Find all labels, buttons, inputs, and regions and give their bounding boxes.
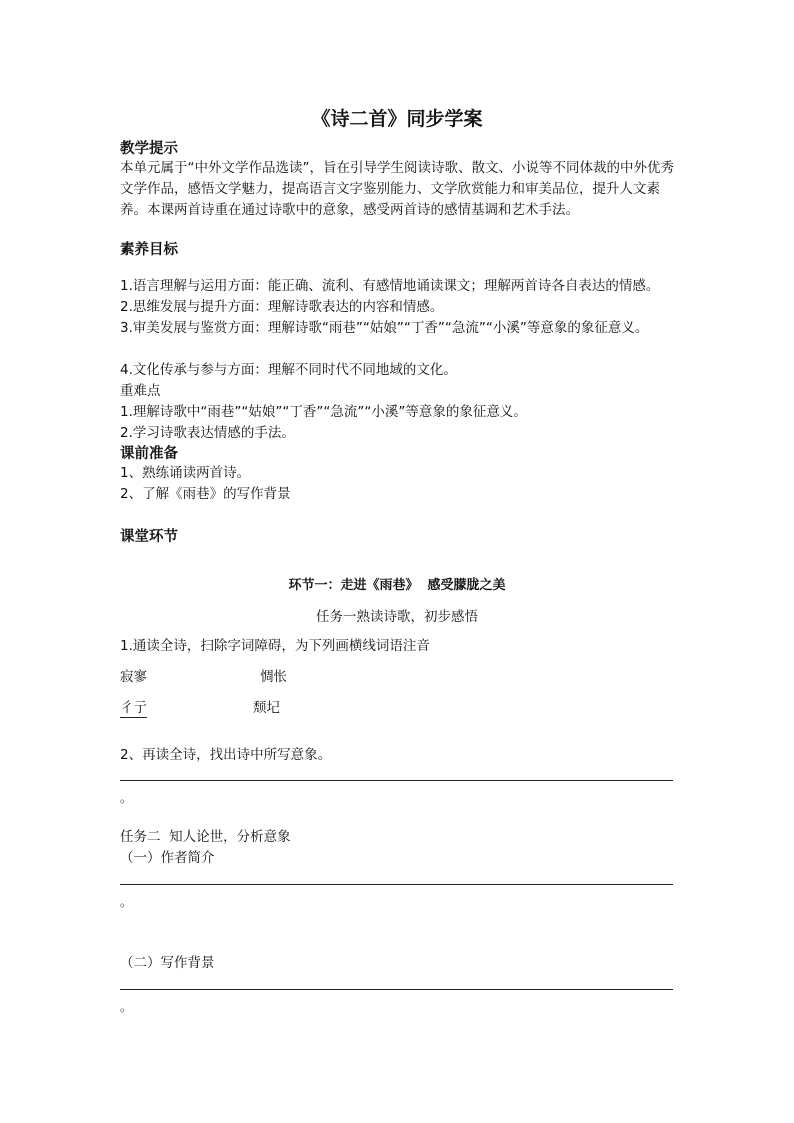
question-2: 2、再读全诗，找出诗中所写意象。 xyxy=(120,747,332,763)
word-3-wrap xyxy=(120,698,147,719)
goal-item-2: 2.思维发展与提升方面：理解诗歌表达的内容和情感。 xyxy=(120,299,444,315)
page-title: 《诗二首》同步学案 xyxy=(311,108,483,130)
end-mark-1: 。 xyxy=(120,791,133,805)
answer-line-3[interactable] xyxy=(120,989,673,990)
word-3: 彳亍 xyxy=(120,700,147,716)
teaching-tips-heading: 教学提示 xyxy=(120,141,178,157)
word-1: 寂寥 xyxy=(120,669,147,685)
key-points-heading: 重难点 xyxy=(120,383,161,399)
background-heading: （二）写作背景 xyxy=(120,955,215,971)
author-intro-heading: （一）作者简介 xyxy=(120,850,215,866)
goal-item-4: 4.文化传承与参与方面：理解不同时代不同地域的文化。 xyxy=(120,362,457,378)
goals-heading: 素养目标 xyxy=(120,242,178,258)
end-mark-3: 。 xyxy=(120,1000,133,1014)
key-point-2: 2.学习诗歌表达情感的手法。 xyxy=(120,425,295,441)
question-1: 1.通读全诗，扫除字词障碍，为下列画横线词语注音 xyxy=(120,638,430,654)
preparation-heading: 课前准备 xyxy=(120,446,178,462)
task-2-title: 任务二 知人论世，分析意象 xyxy=(120,829,291,845)
key-point-1: 1.理解诗歌中“雨巷”“姑娘”“丁香”“急流”“小溪”等意象的象征意义。 xyxy=(120,404,527,420)
preparation-item-1: 1、熟练诵读两首诗。 xyxy=(120,465,251,481)
word-4: 颓圮 xyxy=(253,700,280,716)
goal-item-1: 1.语言理解与运用方面：能正确、流利、有感情地诵读课文；理解两首诗各自表达的情感。 xyxy=(120,278,660,294)
answer-line-1[interactable] xyxy=(120,780,673,781)
classroom-heading: 课堂环节 xyxy=(120,529,178,545)
word-2: 惆怅 xyxy=(260,669,287,685)
preparation-item-2: 2、了解《雨巷》的写作背景 xyxy=(120,486,291,502)
section-title: 环节一：走进《雨巷》 感受朦胧之美 xyxy=(288,578,506,593)
task-1-title: 任务一熟读诗歌，初步感悟 xyxy=(316,609,478,625)
goal-item-3: 3.审美发展与鉴赏方面：理解诗歌“雨巷”“姑娘”“丁香”“急流”“小溪”等意象的象征意义。 xyxy=(120,320,649,336)
teaching-tips-body: 本单元属于“中外文学作品选读”，旨在引导学生阅读诗歌、散文、小说等不同体裁的中外优秀文学作品，感悟文学魅力，提高语言文字鉴别能力、文学欣赏能力和审美品位，提升人文素养。本课两首诗重在通过诗歌中的意象，感受两首诗的感情基调和艺术手法。 xyxy=(120,160,674,218)
answer-line-2[interactable] xyxy=(120,884,673,885)
end-mark-2: 。 xyxy=(120,895,133,909)
